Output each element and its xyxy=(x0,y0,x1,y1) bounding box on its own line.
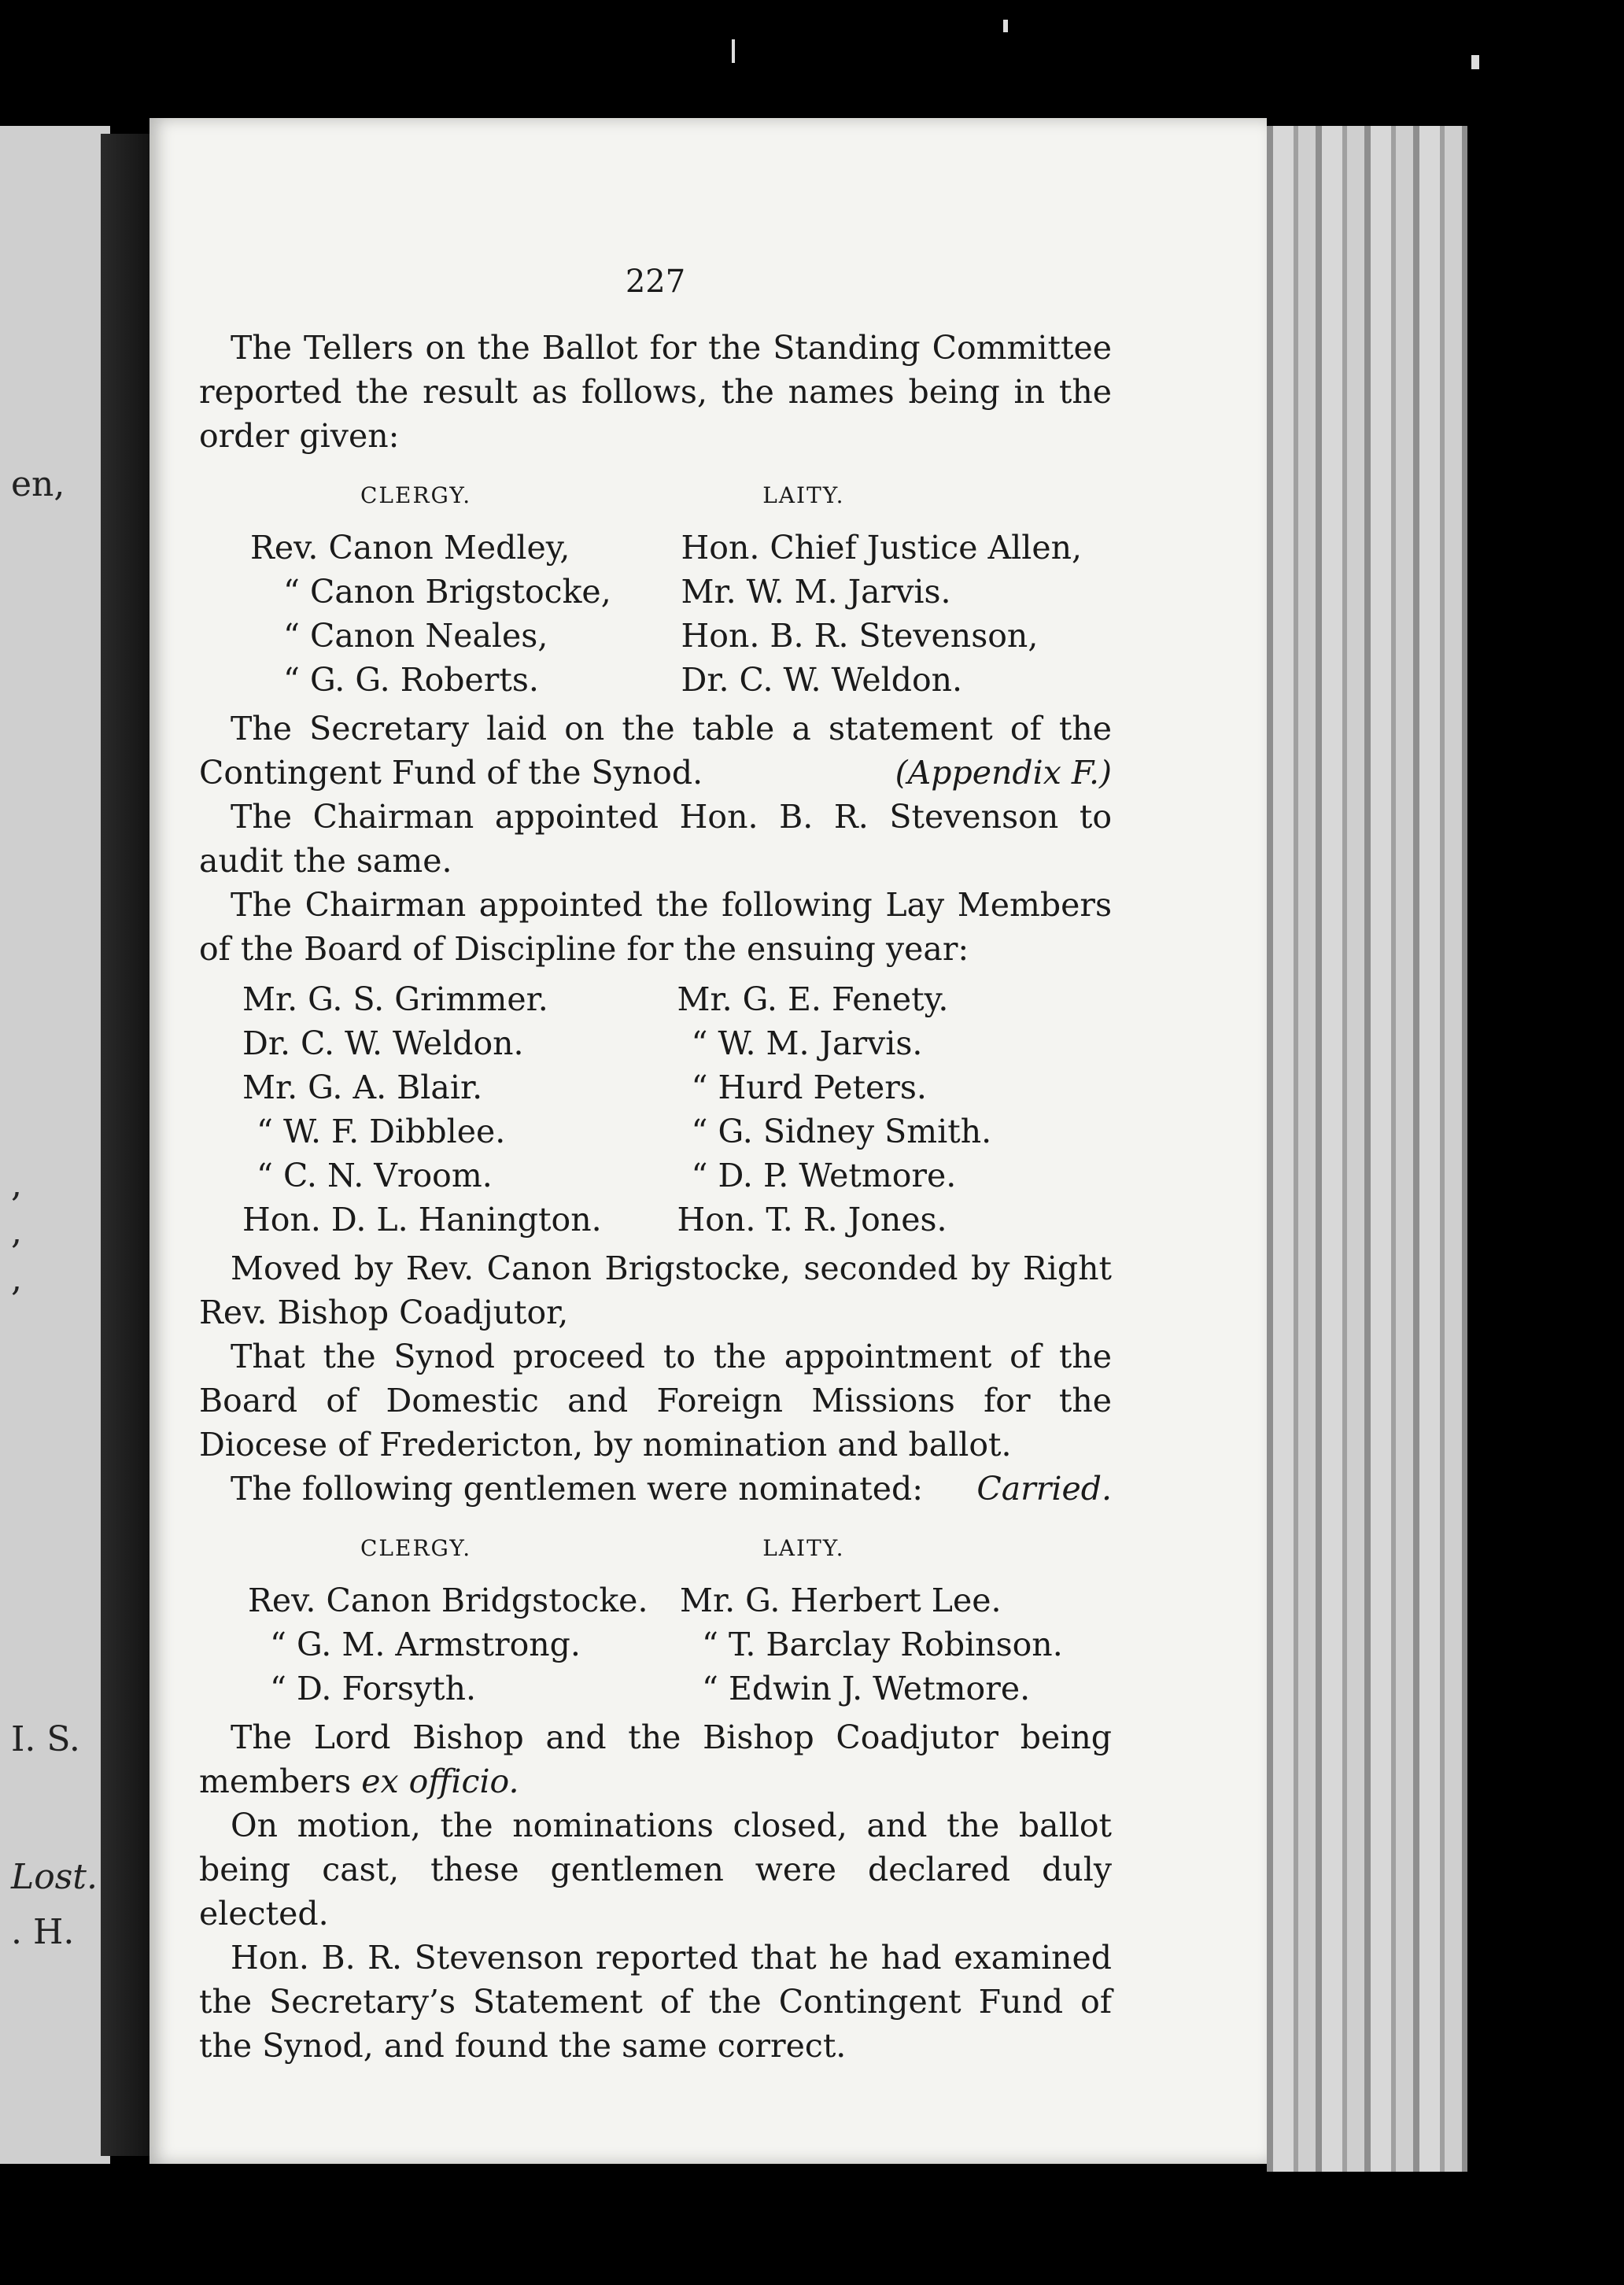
list-item: “ Canon Brigstocke, xyxy=(283,573,611,611)
list-item: Mr. G. A. Blair. xyxy=(242,1069,483,1106)
carried-mark: Carried. xyxy=(976,1470,1112,1508)
left-fragment: , xyxy=(11,1212,22,1252)
paragraph-text: The Lord Bishop and the Bishop Coadjutor being members xyxy=(199,1718,1112,1800)
paragraph-elected: On motion, the nominations closed, and the ballot being cast, these gentlemen were declared duly elected. xyxy=(199,1807,1112,1932)
appendix-ref: (Appendix F.) xyxy=(895,754,1112,792)
paragraph-motion: Moved by Rev. Canon Brigstocke, seconded by Right Rev. Bishop Coadjutor, xyxy=(199,1250,1112,1331)
list-item: Hon. Chief Justice Allen, xyxy=(681,529,1083,567)
list-item: Dr. C. W. Weldon. xyxy=(681,661,963,699)
paragraph-text: That the Synod proceed to the appointment of the Board of Domestic and Foreign Missions for the Diocese of Fredericton, by nomination and ballot. xyxy=(199,1338,1112,1464)
page-edges xyxy=(1267,126,1467,2172)
committee-clergy xyxy=(199,526,681,702)
paragraph-tellers: The Tellers on the Ballot for the Standing Committee reported the result as follows, the names being in the order given: xyxy=(199,329,1112,455)
list-item: “ C. N. Vroom. xyxy=(257,1157,493,1194)
paragraph-discipline: The Chairman appointed the following Lay Members of the Board of Discipline for the ensuing year: xyxy=(199,886,1112,968)
ex-officio-text: ex officio. xyxy=(361,1763,519,1800)
paragraph-nominated: The following gentlemen were nominated: xyxy=(231,1470,924,1508)
left-fragment: Lost. xyxy=(11,1857,98,1897)
committee-list xyxy=(199,526,1112,702)
discipline-right xyxy=(677,977,1113,1242)
clergy-heading: CLERGY. xyxy=(360,482,472,508)
list-item: Hon. B. R. Stevenson, xyxy=(681,617,1039,655)
list-item: Hon. T. R. Jones. xyxy=(677,1201,947,1238)
list-item: “ G. Sidney Smith. xyxy=(691,1113,992,1150)
list-item: Rev. Canon Medley, xyxy=(250,529,570,567)
speck xyxy=(1471,55,1479,69)
left-fragment: en, xyxy=(11,464,65,504)
page-text xyxy=(199,260,1112,2068)
missions-laity xyxy=(680,1578,1112,1711)
speck xyxy=(732,39,735,63)
list-item: Dr. C. W. Weldon. xyxy=(242,1024,524,1062)
list-item: Hon. D. L. Hanington. xyxy=(242,1201,602,1238)
paragraph-text: The Secretary laid on the table a statement of the Contingent Fund of the Synod. xyxy=(199,710,1112,792)
list-item: Rev. Canon Bridgstocke. xyxy=(248,1582,648,1619)
speck xyxy=(1003,20,1008,32)
list-item: “ Edwin J. Wetmore. xyxy=(702,1670,1031,1707)
paragraph-report: Hon. B. R. Stevenson reported that he had examined the Secretary’s Statement of the Contingent Fund of the Synod, and found the same correct. xyxy=(199,1939,1112,2065)
list-item: Mr. W. M. Jarvis. xyxy=(681,573,951,611)
committee-laity xyxy=(681,526,1113,702)
laity-heading: LAITY. xyxy=(762,482,845,508)
clergy-heading: CLERGY. xyxy=(360,1535,472,1561)
list-item: Mr. G. E. Fenety. xyxy=(677,980,949,1018)
paragraph-secretary xyxy=(199,707,1112,795)
laity-heading: LAITY. xyxy=(762,1535,845,1561)
missions-clergy xyxy=(199,1578,680,1711)
list-item: Mr. G. S. Grimmer. xyxy=(242,980,548,1018)
committee-headings xyxy=(199,474,1112,518)
list-item: “ Canon Neales, xyxy=(283,617,548,655)
missions-list xyxy=(199,1578,1112,1711)
page-number: 227 xyxy=(625,264,686,300)
left-fragment: , xyxy=(11,1259,22,1299)
list-item: “ W. M. Jarvis. xyxy=(691,1024,923,1062)
left-page-edge xyxy=(0,126,110,2164)
list-item: “ G. M. Armstrong. xyxy=(270,1626,581,1663)
missions-headings xyxy=(199,1526,1112,1571)
discipline-left xyxy=(199,977,677,1242)
left-fragment: , xyxy=(11,1165,22,1205)
list-item: “ T. Barclay Robinson. xyxy=(702,1626,1063,1663)
paragraph-audit: The Chairman appointed Hon. B. R. Stevenson to audit the same. xyxy=(199,798,1112,880)
left-fragment: . H. xyxy=(11,1912,75,1952)
list-item: “ D. Forsyth. xyxy=(270,1670,477,1707)
list-item: “ G. G. Roberts. xyxy=(283,661,539,699)
left-fragment: I. S. xyxy=(11,1719,80,1759)
book-gutter xyxy=(101,134,156,2156)
paragraph-ex-officio xyxy=(199,1715,1112,1803)
list-item: “ Hurd Peters. xyxy=(691,1069,927,1106)
list-item: “ D. P. Wetmore. xyxy=(691,1157,957,1194)
discipline-list xyxy=(199,977,1112,1242)
list-item: “ W. F. Dibblee. xyxy=(257,1113,506,1150)
list-item: Mr. G. Herbert Lee. xyxy=(680,1582,1002,1619)
